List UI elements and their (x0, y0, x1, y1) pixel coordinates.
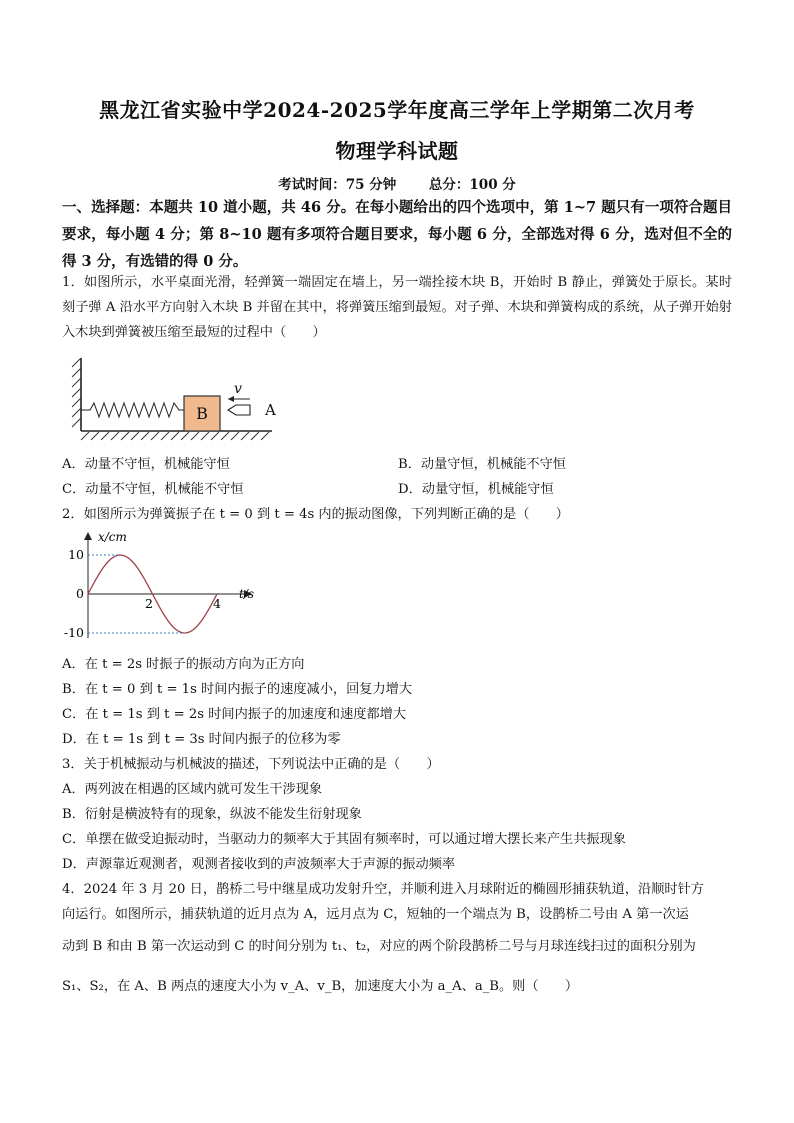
exam-title: 黑龙江省实验中学2024-2025学年度高三学年上学期第二次月考 (99, 98, 695, 122)
question-1-figure (68, 355, 284, 441)
question-4-line-1: 4．2024 年 3 月 20 日，鹊桥二号中继星成功发射升空，并顺利进入月球附近的椭圆形捕获轨道，沿顺时针方 (62, 882, 704, 897)
x-axis-label: t/s (239, 587, 255, 601)
x-tick-2: 2 (145, 596, 153, 611)
bullet-a (228, 405, 250, 415)
q1-option-b: B．动量守恒，机械能不守恒 (398, 457, 566, 472)
q3-option-c: C．单摆在做受迫振动时，当驱动力的频率大于其固有频率时，可以通过增大摆长来产生共振现象 (62, 832, 626, 847)
q1-option-c: C．动量不守恒，机械能不守恒 (62, 482, 244, 497)
section-instructions: 一、选择题：本题共 10 道小题，共 46 分。在每小题给出的四个选项中，第 1~7 题只有一项符合题目要求，每小题 4 分；第 8~10 题有多项符合题目要求，每小题 6 分，全部选对得 6 分，选对但不全的得 3 分，有选错的得 0 分。 (62, 199, 732, 270)
question-4-line-2: 向运行。如图所示，捕获轨道的近月点为 A，远月点为 C，短轴的一个端点为 B，设鹊桥二号由 A 第一次运 (62, 907, 689, 922)
block-b-label: B (196, 404, 208, 423)
q2-option-a: A．在 t = 2s 时振子的振动方向为正方向 (62, 657, 305, 672)
bullet-a-label: A (265, 401, 276, 419)
wall-hatching (72, 358, 81, 427)
spring (81, 403, 184, 417)
question-1-stem: 1．如图所示，水平桌面光滑，轻弹簧一端固定在墙上，另一端拴接木块 B，开始时 B 静止，弹簧处于原长。某时刻子弹 A 沿水平方向射入木块 B 并留在其中，将弹簧压缩到最短。对子弹、木块和弹簧构成的系统，从子弹开始射入木块到弹簧被压缩至最短的过程中（ ） (62, 275, 733, 340)
floor-hatching (81, 432, 269, 440)
oscillation-chart (60, 528, 270, 643)
velocity-label: v (234, 381, 242, 397)
x-tick-4: 4 (213, 596, 221, 611)
y-tick-10: 10 (68, 547, 84, 562)
question-2-stem: 2．如图所示为弹簧振子在 t = 0 到 t = 4s 内的振动图像，下列判断正确的是（ ） (62, 507, 569, 522)
y-tick-0: 0 (76, 586, 84, 601)
total-score: 总分：100 分 (428, 177, 516, 193)
q2-option-d: D．在 t = 1s 到 t = 3s 时间内振子的位移为零 (62, 732, 341, 747)
q2-option-b: B．在 t = 0 到 t = 1s 时间内振子的速度减小，回复力增大 (62, 682, 413, 697)
y-tick-neg10: -10 (63, 625, 84, 640)
exam-time: 考试时间：75 分钟 (278, 177, 397, 193)
question-4-line-4: S₁、S₂，在 A、B 两点的速度大小为 v_A、v_B，加速度大小为 a_A、a_B。则（ ） (62, 979, 579, 994)
q3-option-d: D．声源靠近观测者，观测者接收到的声波频率大于声源的振动频率 (62, 857, 456, 872)
exam-subtitle: 物理学科试题 (335, 139, 459, 163)
q1-option-a: A．动量不守恒，机械能守恒 (62, 457, 230, 472)
question-3-stem: 3．关于机械振动与机械波的描述，下列说法中正确的是（ ） (62, 757, 440, 772)
q3-option-b: B．衍射是横波特有的现象，纵波不能发生衍射现象 (62, 807, 362, 822)
q3-option-a: A．两列波在相遇的区域内就可发生干涉现象 (62, 782, 323, 797)
question-4-line-3: 动到 B 和由 B 第一次运动到 C 的时间分别为 t₁、t₂，对应的两个阶段鹊桥二号与月球连线扫过的面积分别为 (62, 939, 696, 954)
exam-meta (0, 173, 794, 193)
q2-option-c: C．在 t = 1s 到 t = 2s 时间内振子的加速度和速度都增大 (62, 707, 407, 722)
q1-option-d: D．动量守恒，机械能守恒 (398, 482, 554, 497)
y-axis-label: x/cm (98, 530, 127, 544)
